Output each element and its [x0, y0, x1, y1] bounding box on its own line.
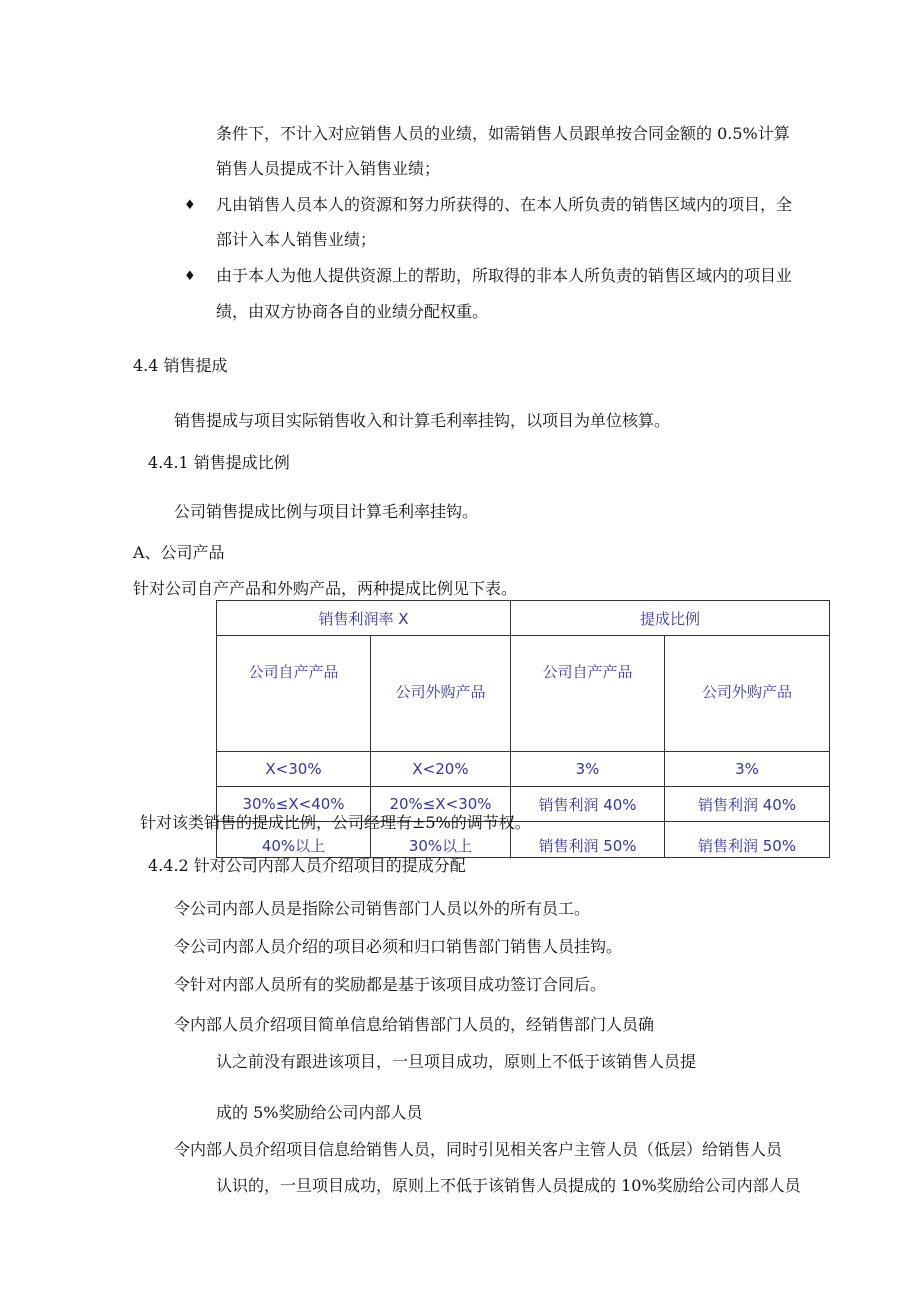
table-cell: 20%≤X<30%	[371, 787, 511, 822]
paragraph-line: 条件下，不计入对应销售人员的业绩，如需销售人员跟单按合同金额的 0.5%计算	[216, 124, 790, 143]
diamond-bullet-icon: ♦	[184, 269, 196, 284]
list-item-continuation: 认之前没有跟进该项目，一旦项目成功，原则上不低于该销售人员提	[216, 1052, 697, 1071]
table-header-ratio: 提成比例	[511, 601, 830, 636]
paragraph: 针对公司自产产品和外购产品，两种提成比例见下表。	[133, 579, 518, 598]
subsection-heading: 4.4.2 针对公司内部人员介绍项目的提成分配	[148, 856, 466, 875]
table-subheader: 公司自产产品	[217, 636, 371, 752]
list-item-continuation: 认识的，一旦项目成功，原则上不低于该销售人员提成的 10%奖励给公司内部人员	[216, 1176, 801, 1195]
bullet-text: 凡由销售人员本人的资源和努力所获得的、在本人所负责的销售区域内的项目，全	[216, 195, 793, 214]
paragraph: 公司销售提成比例与项目计算毛利率挂钩。	[174, 502, 479, 521]
table-cell: 销售利润 50%	[665, 822, 830, 858]
paragraph-line: 销售人员提成不计入销售业绩；	[216, 159, 441, 178]
subsection-heading: 4.4.1 销售提成比例	[148, 453, 290, 472]
table-subheader: 公司外购产品	[371, 636, 511, 752]
table-row	[217, 752, 830, 787]
diamond-bullet-icon: ♦	[184, 198, 196, 213]
list-item: 令内部人员介绍项目信息给销售人员，同时引见相关客户主管人员（低层）给销售人员	[174, 1140, 783, 1159]
bullet-text: 由于本人为他人提供资源上的帮助，所取得的非本人所负责的销售区域内的项目业	[216, 266, 793, 285]
list-item: 令针对内部人员所有的奖励都是基于该项目成功签订合同后。	[174, 975, 607, 994]
section-heading: 4.4 销售提成	[133, 356, 228, 375]
table-cell: 40%以上	[217, 822, 371, 858]
table-cell: 30%≤X<40%	[217, 787, 371, 822]
list-item: 令公司内部人员是指除公司销售部门人员以外的所有员工。	[174, 899, 591, 918]
table-subheader: 公司自产产品	[511, 636, 665, 752]
paragraph: 针对该类销售的提成比例，公司经理有±5%的调节权。	[140, 813, 531, 832]
table-subheader: 公司外购产品	[665, 636, 830, 752]
bullet-text: 部计入本人销售业绩；	[216, 230, 377, 249]
table-cell: 销售利润 40%	[511, 787, 665, 822]
table-cell: 3%	[511, 752, 665, 787]
table-cell: 3%	[665, 752, 830, 787]
bullet-text: 绩，由双方协商各自的业绩分配权重。	[216, 302, 489, 321]
table-cell: 销售利润 50%	[511, 822, 665, 858]
list-item: 令内部人员介绍项目简单信息给销售部门人员的，经销售部门人员确	[174, 1015, 655, 1034]
list-item: 令公司内部人员介绍的项目必须和归口销售部门销售人员挂钩。	[174, 937, 623, 956]
table-cell: 销售利润 40%	[665, 787, 830, 822]
table-cell: 30%以上	[371, 822, 511, 858]
category-heading: A、公司产品	[133, 543, 225, 562]
table-cell: X<30%	[217, 752, 371, 787]
list-item-continuation: 成的 5%奖励给公司内部人员	[216, 1103, 423, 1122]
paragraph: 销售提成与项目实际销售收入和计算毛利率挂钩，以项目为单位核算。	[174, 411, 671, 430]
table-header-rate: 销售利润率 X	[217, 601, 511, 636]
table-cell: X<20%	[371, 752, 511, 787]
